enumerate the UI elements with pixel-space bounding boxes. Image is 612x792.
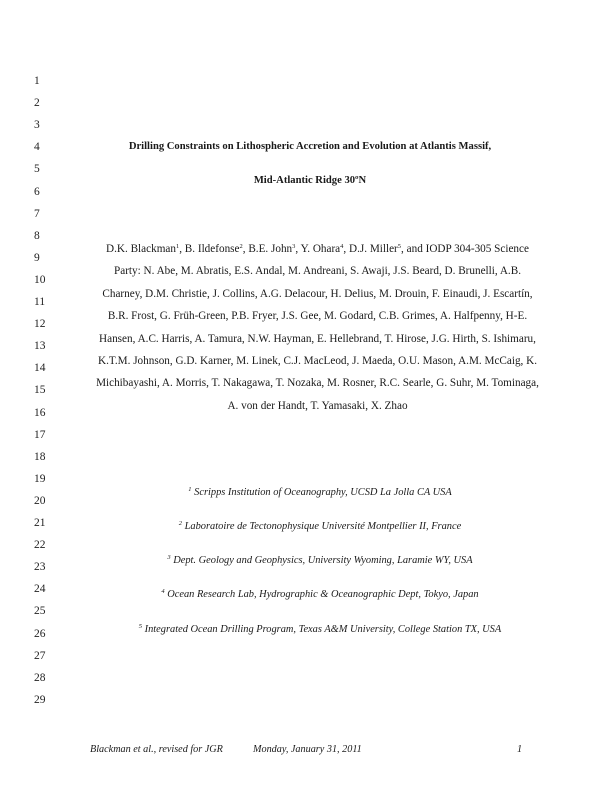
author-list — [95, 238, 540, 417]
line-number: 21 — [34, 517, 46, 529]
line-number: 13 — [34, 340, 46, 353]
line-number: 1 — [34, 75, 40, 87]
author: , Y. Ohara$^4$ — [295, 243, 344, 255]
affiliation-5: $^5$ Integrated Ocean Drilling Program, Texas A&M University, College Station TX, USA — [138, 623, 502, 635]
paper-title-line-1: Drilling Constraints on Lithospheric Accretion and Evolution at Atlantis Massif, — [128, 141, 492, 152]
author: , D.J. Miller$^5$ — [343, 243, 402, 255]
line-number: 25 — [34, 605, 46, 618]
line-number: 15 — [34, 384, 46, 397]
line-number: 29 — [34, 693, 46, 706]
line-number: 3 — [34, 119, 40, 132]
line-number: 23 — [34, 561, 46, 574]
affiliation-4: $^4$ Ocean Research Lab, Hydrographic & Oceanographic Dept, Tokyo, Japan — [161, 588, 479, 600]
author: D.K. Blackman$^1$ — [106, 243, 180, 255]
line-number: 27 — [34, 649, 46, 662]
footer-running-head: Blackman et al., revised for JGR — [90, 744, 223, 755]
line-number: 17 — [34, 428, 46, 441]
line-number: 8 — [34, 229, 40, 242]
line-number: 16 — [34, 406, 46, 419]
affiliation-2: $^2$ Laboratoire de Tectonophysique Université Montpellier II, France — [178, 520, 462, 532]
line-number: 7 — [34, 207, 40, 220]
line-number: 4 — [34, 141, 40, 154]
line-number: 6 — [34, 185, 40, 198]
line-number: 5 — [34, 163, 40, 176]
line-number: 20 — [34, 494, 46, 507]
paper-title-line-2: Mid-Atlantic Ridge 30ºN — [253, 175, 367, 186]
line-number: 24 — [34, 583, 46, 596]
line-number: 12 — [34, 318, 46, 331]
line-number: 10 — [34, 273, 46, 286]
line-number: 11 — [34, 296, 46, 308]
affiliation-1: $^1$ Scripps Institution of Oceanography, UCSD La Jolla CA USA — [188, 486, 452, 498]
author: , B. Ildefonse$^2$ — [179, 243, 243, 255]
line-number: 18 — [34, 450, 46, 463]
footer-date: Monday, January 31, 2011 — [253, 744, 362, 755]
line-number: 26 — [34, 627, 46, 640]
line-number: 14 — [34, 362, 46, 375]
science-party-list: , and IODP 304-305 Science Party: N. Abe, M. Abratis, E.S. Andal, M. Andreani, S. Awaji, J.S. Beard, D. Brunelli, A.B. Charney, D.M. Christie, J. Collins, A.G. Delacour, H. Delius, M. Drouin, F. Einaudi, J. Escartín, B.R. Frost, G. Früh-Green, P.B. Fryer, J.S. Gee, M. Godard, C.B. Grimes, A. Halfpenny, H-E. Hansen, A.C. Harris, A. Tamura, N.W. Hayman, E. Hellebrand, T. Hirose, J.G. Hirth, S. Ishimaru, K.T.M. Johnson, G.D. Karner, M. Linek, C.J. MacLeod, J. Maeda, O.U. Mason, A.M. McCaig, K. Michibayashi, A. Morris, T. Nakagawa, T. Nozaka, M. Rosner, R.C. Searle, G. Suhr, M. Tominaga, A. von der Handt, T. Yamasaki, X. Zhao — [96, 243, 539, 412]
line-number: 22 — [34, 539, 46, 552]
line-number: 19 — [34, 472, 46, 485]
author: , B.E. John$^3$ — [242, 243, 296, 255]
footer-page-number: 1 — [517, 744, 523, 755]
affiliation-3: $^3$ Dept. Geology and Geophysics, University Wyoming, Laramie WY, USA — [167, 554, 473, 566]
line-number: 28 — [34, 671, 46, 684]
line-number: 2 — [34, 97, 40, 110]
line-number: 9 — [34, 251, 40, 264]
